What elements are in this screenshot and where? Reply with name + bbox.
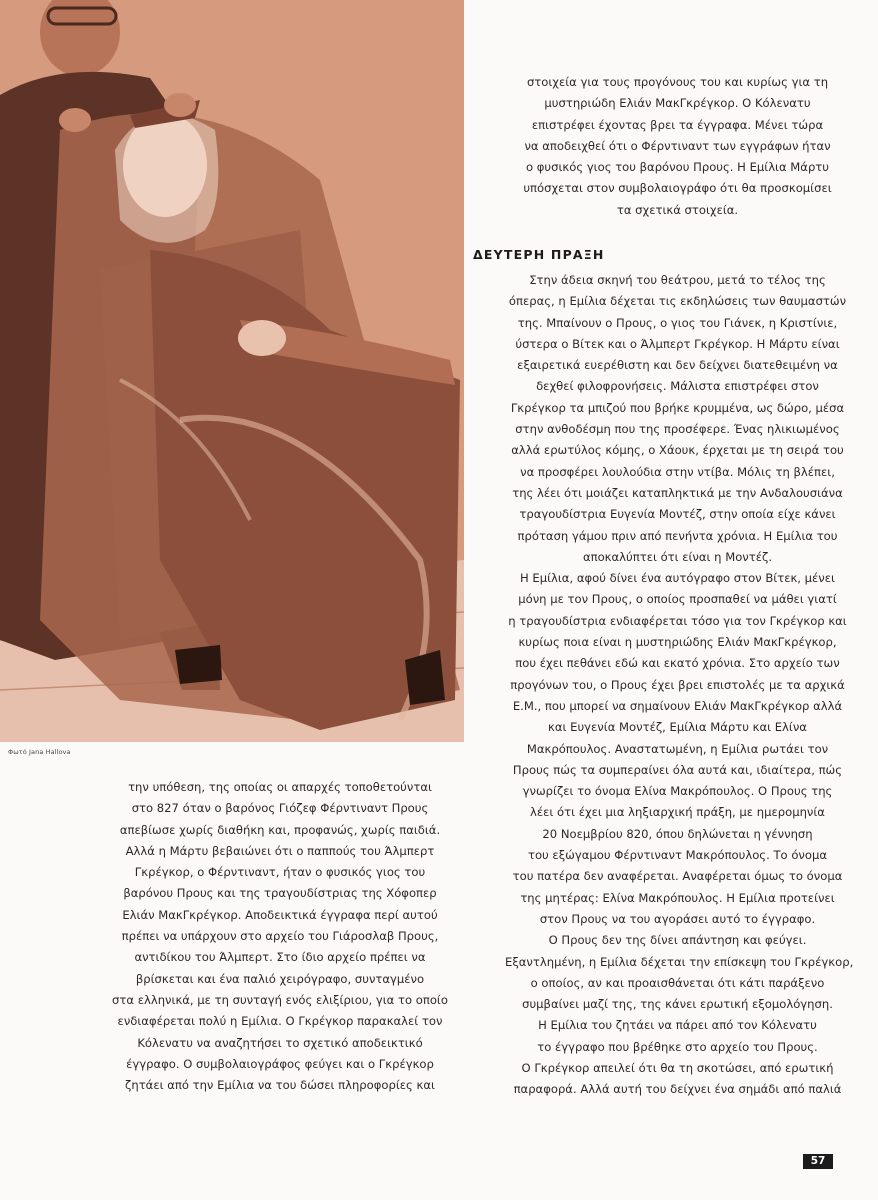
text-line: του εξώγαμου Φέρντιναντ Μακρόπουλος. Το όνομα bbox=[527, 848, 828, 863]
text-line: Στην άδεια σκηνή του θεάτρου, μετά το τέλος της bbox=[529, 273, 826, 287]
text-line: παραφορά. Αλλά αυτή του δείχνει ένα σημάδι από παλιά bbox=[513, 1082, 842, 1097]
section-heading: ΔΕΥΤΕΡΗ ΠΡΑΞΗ bbox=[473, 247, 605, 262]
text-line: απεβίωσε χωρίς διαθήκη και, προφανώς, χωρίς παιδιά. bbox=[119, 822, 441, 837]
text-line: Γκρέγκορ, ο Φέρντιναντ, ήταν ο φυσικός γιος του bbox=[134, 865, 426, 880]
text-line: ενδιαφέρεται πολύ η Εμίλια. Ο Γκρέγκορ παρακαλεί τον bbox=[117, 1014, 443, 1029]
text-line: ύστερα ο Βίτεκ και ο Άλμπερτ Γκρέγκορ. Η Μάρτυ είναι bbox=[515, 336, 840, 351]
text-line: πρόταση γάμου πριν από πενήντα χρόνια. Η Εμίλια του bbox=[517, 528, 838, 543]
text-line: γνωρίζει το όνομα Ελίνα Μακρόπουλος. Ο Πρους της bbox=[522, 784, 833, 799]
text-line: να προσφέρει λουλούδια στην ντίβα. Μόλις τη βλέπει, bbox=[520, 464, 835, 479]
text-line: Κόλενατυ να αναζητήσει το σχετικό αποδεικτικό bbox=[137, 1035, 423, 1050]
text-line: στο 827 όταν ο βαρόνος Γιόζεφ Φέρντιναντ Πρους bbox=[131, 801, 429, 816]
text-line: Γκρέγκορ τα μπιζού που βρήκε κρυμμένα, ως δώρο, μέσα bbox=[510, 400, 845, 415]
act-two-text bbox=[505, 270, 854, 1101]
text-line: αποκαλύπτει ότι είναι η Μοντέζ. bbox=[582, 549, 773, 564]
stage-photo bbox=[0, 0, 464, 742]
text-line: του πατέρα δεν αναφέρεται. Αναφέρεται όμως το όνομα bbox=[512, 869, 843, 884]
text-line: εξαιρετικά ευερέθιστη και δεν δείχνει διατεθειμένη να bbox=[517, 358, 838, 373]
text-line: μόνη με τον Πρους, ο οποίος προσπαθεί να μάθει γιατί bbox=[518, 592, 837, 607]
photo-credit: Φωτό Jana Hallova bbox=[8, 748, 71, 756]
text-line: προγόνων του, ο Πρους έχει βρει επιστολές με τα αρχικά bbox=[510, 677, 845, 692]
text-line: της λέει ότι μοιάζει καταπληκτικά με την Ανδαλουσιάνα bbox=[512, 485, 843, 500]
text-line: Μακρόπουλος. Αναστατωμένη, η Εμίλια ρωτάει τον bbox=[526, 741, 829, 756]
text-line: υπόσχεται στον συμβολαιογράφο ότι θα προσκομίσει bbox=[523, 181, 832, 196]
text-line: συμβαίνει μαζί της, της κάνει ερωτική εξομολόγηση. bbox=[522, 997, 833, 1012]
text-line: το έγγραφο που βρέθηκε στο αρχείο του Πρους. bbox=[537, 1039, 818, 1054]
text-line: στα ελληνικά, με τη συνταγή ενός ελιξίριου, για το οποίο bbox=[112, 992, 448, 1007]
text-line: Η Εμίλια, αφού δίνει ένα αυτόγραφο στον Βίτεκ, μένει bbox=[520, 571, 835, 586]
text-line: έγγραφο. Ο συμβολαιογράφος φεύγει και ο Γκρέγκορ bbox=[126, 1056, 434, 1071]
text-line: Αλλά η Μάρτυ βεβαιώνει ότι ο παππούς του Άλμπερτ bbox=[125, 843, 435, 858]
text-line: στοιχεία για τους προγόνους του και κυρίως για τη bbox=[526, 75, 829, 89]
text-line: αντιδίκου του Άλμπερτ. Στο ίδιο αρχείο πρέπει να bbox=[134, 950, 426, 965]
text-line: που έχει πεθάνει εδώ και εκατό χρόνια. Στο αρχείο των bbox=[515, 656, 840, 671]
text-line: και Ευγενία Μοντέζ, Εμίλια Μάρτυ και Ελίνα bbox=[548, 720, 807, 735]
text-line: κυρίως ποια είναι η μυστηριώδης Ελιάν ΜακΓκρέγκορ, bbox=[518, 635, 837, 650]
text-line: στον Πρους να του αγοράσει αυτό το έγγραφο. bbox=[539, 911, 816, 926]
text-line: μυστηριώδη Ελιάν ΜακΓκρέγκορ. Ο Κόλενατυ bbox=[544, 96, 811, 111]
text-line: αλλά ερωτύλος κόμης, ο Χάουκ, έρχεται με τη σειρά του bbox=[511, 443, 844, 458]
text-line: Ελιάν ΜακΓκρέγκορ. Αποδεικτικά έγγραφα περί αυτού bbox=[122, 907, 438, 922]
text-line: να αποδειχθεί ότι ο Φέρντιναντ των εγγράφων ήταν bbox=[524, 138, 831, 153]
intro-continuation-text bbox=[505, 72, 850, 221]
text-line: όπερας, η Εμίλια δέχεται τις εκδηλώσεις των θαυμαστών bbox=[508, 294, 847, 309]
text-line: Η Εμίλια του ζητάει να πάρει από τον Κόλενατυ bbox=[538, 1018, 817, 1033]
text-line: της μητέρας: Ελίνα Μακρόπουλος. Η Εμίλια προτείνει bbox=[520, 890, 835, 905]
text-line: στην ανθοδέσμη που της προσέφερε. Ένας ηλικιωμένος bbox=[515, 422, 840, 437]
text-line: τραγουδίστρια Ευγενία Μοντέζ, στην οποία είχε κάνει bbox=[519, 507, 836, 522]
text-line: η τραγουδίστρια ενδιαφέρεται τόσο για τον Γκρέγκορ και bbox=[508, 613, 847, 628]
text-line: ο οποίος, αν και προαισθάνεται ότι κάτι παράξενο bbox=[530, 975, 825, 990]
text-line: Πρους πώς τα συμπεραίνει όλα αυτά και, ιδιαίτερα, πώς bbox=[512, 762, 843, 777]
page-number: 57 bbox=[803, 1154, 833, 1169]
text-line: την υπόθεση, της οποίας οι απαρχές τοποθετούνται bbox=[128, 780, 432, 794]
text-line: Ο Πρους δεν της δίνει απάντηση και φεύγει. bbox=[548, 933, 807, 948]
stage-photo-illustration bbox=[0, 0, 464, 742]
text-line: ο φυσικός γιος του βαρόνου Πρους. Η Εμίλια Μάρτυ bbox=[526, 160, 829, 175]
synopsis-left-text bbox=[100, 777, 460, 1096]
text-line: βρίσκεται και ένα παλιό χειρόγραφο, συνταγμένο bbox=[135, 971, 425, 986]
text-line: 20 Νοεμβρίου 820, όπου δηλώνεται η γέννηση bbox=[542, 826, 813, 841]
text-line: Εξαντλημένη, η Εμίλια δέχεται την επίσκεψη του Γκρέγκορ, bbox=[505, 954, 854, 969]
text-line: πρέπει να υπάρχουν στο αρχείο του Γιάροσλαβ Πρους, bbox=[121, 929, 439, 944]
text-line: Ο Γκρέγκορ απειλεί ότι θα τη σκοτώσει, από ερωτική bbox=[521, 1060, 834, 1075]
text-line: λέει ότι έχει μια ληξιαρχική πράξη, με ημερομηνία bbox=[530, 805, 825, 820]
text-line: της. Μπαίνουν ο Πρους, ο γιος του Γιάνεκ, η Κριστίνιε, bbox=[517, 315, 838, 330]
text-line: βαρόνου Πρους και της τραγουδίστριας της Χόφοπερ bbox=[123, 886, 437, 901]
text-line: τα σχετικά στοιχεία. bbox=[616, 202, 739, 217]
text-line: δεχθεί φιλοφρονήσεις. Μάλιστα επιστρέφει στον bbox=[536, 379, 819, 394]
text-line: επιστρέφει έχοντας βρει τα έγγραφα. Μένει τώρα bbox=[531, 117, 824, 132]
text-line: Ε.Μ., που μπορεί να σημαίνουν Ελιάν ΜακΓκρέγκορ αλλά bbox=[512, 698, 843, 713]
text-line: ζητάει από την Εμίλια να του δώσει πληροφορίες και bbox=[125, 1078, 435, 1093]
